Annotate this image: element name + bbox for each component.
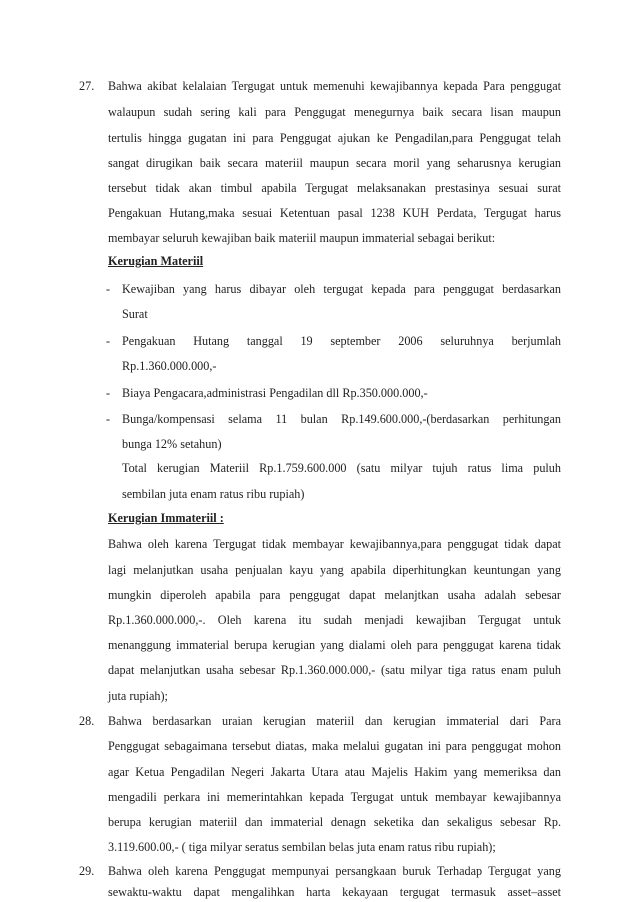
item-number-28: 28. bbox=[79, 714, 95, 728]
paragraph-27-line-5: tersebut tidak akan timbul apabila Tergugat melaksanakan prestasinya sesuai surat bbox=[108, 181, 561, 195]
paragraph-29-line-2: sewaktu-waktu dapat mengalihkan harta kekayaan tergugat termasuk asset–asset bbox=[108, 885, 561, 899]
materiil-item-2-line-2: Rp.1.360.000.000,- bbox=[122, 359, 217, 373]
materiil-item-2-line-1: Pengakuan Hutang tanggal 19 september 2006 seluruhnya berjumlah bbox=[122, 334, 561, 348]
paragraph-27-line-7: membayar seluruh kewajiban baik materiil maupun immaterial sebagai berikut: bbox=[108, 231, 496, 245]
paragraph-27-line-3: tertulis hingga gugatan ini para Penggugat ajukan ke Pengadilan,para Penggugat telah bbox=[108, 131, 561, 145]
bullet-dash-3: - bbox=[106, 386, 111, 400]
materiil-item-1-line-1: Kewajiban yang harus dibayar oleh tergugat kepada para penggugat berdasarkan bbox=[122, 282, 561, 296]
paragraph-28-line-6: 3.119.600.00,- ( tiga milyar seratus sembilan belas juta enam ratus ribu rupiah); bbox=[108, 840, 496, 854]
paragraph-28-line-5: berupa kerugian materiil dan immaterial denagn seketika dan sekaligus sebesar Rp. bbox=[108, 815, 561, 829]
immateriil-line-2: lagi melanjutkan usaha penjualan kayu yang apabila diperhitungkan keuntungan yang bbox=[108, 563, 561, 577]
immateriil-line-6: dapat melanjutkan usaha sebesar Rp.1.360.000.000,- (satu milyar tiga ratus enam puluh bbox=[108, 663, 561, 677]
heading-kerugian-immateriil: Kerugian Immateriil : bbox=[108, 511, 224, 525]
paragraph-29-line-1: Bahwa oleh karena Penggugat mempunyai persangkaan buruk Terhadap Tergugat yang bbox=[108, 864, 561, 878]
materiil-total-line-1: Total kerugian Materiil Rp.1.759.600.000 (satu milyar tujuh ratus lima puluh bbox=[122, 461, 561, 475]
materiil-item-3: Biaya Pengacara,administrasi Pengadilan dll Rp.350.000.000,- bbox=[122, 386, 428, 400]
materiil-item-1-line-2: Surat bbox=[122, 307, 148, 321]
heading-kerugian-materiil: Kerugian Materiil bbox=[108, 254, 204, 268]
item-number-29: 29. bbox=[79, 864, 95, 878]
paragraph-27-line-4: sangat dirugikan baik secara materiil maupun secara moril yang seharusnya kerugian bbox=[108, 156, 561, 170]
materiil-item-4-line-2: bunga 12% setahun) bbox=[122, 437, 222, 451]
paragraph-27-line-6: Pengakuan Hutang,maka sesuai Ketentuan pasal 1238 KUH Perdata, Tergugat harus bbox=[108, 206, 561, 220]
materiil-total-line-2: sembilan juta enam ratus ribu rupiah) bbox=[122, 487, 305, 501]
bullet-dash-1: - bbox=[106, 282, 111, 296]
paragraph-28-line-2: Penggugat sebagaimana tersebut diatas, maka melalui gugatan ini para penggugat mohon bbox=[108, 739, 561, 753]
paragraph-28-line-4: mengadili perkara ini memerintahkan kepada Tergugat untuk membayar kewajibannya bbox=[108, 790, 561, 804]
paragraph-28-line-3: agar Ketua Pengadilan Negeri Jakarta Utara atau Majelis Hakim yang memeriksa dan bbox=[108, 765, 561, 779]
item-number-27: 27. bbox=[79, 79, 95, 93]
immateriil-line-7: juta rupiah); bbox=[108, 689, 168, 703]
immateriil-line-5: menanggung immaterial berupa kerugian yang dialami oleh para penggugat karena tidak bbox=[108, 638, 561, 652]
paragraph-28-line-1: Bahwa berdasarkan uraian kerugian materiil dan kerugian immaterial dari Para bbox=[108, 714, 561, 728]
paragraph-27-line-2: walaupun sudah sering kali para Penggugat menegurnya baik secara lisan maupun bbox=[108, 105, 561, 119]
immateriil-line-1: Bahwa oleh karena Tergugat tidak membayar kewajibannya,para penggugat tidak dapat bbox=[108, 537, 561, 551]
paragraph-27-line-1: Bahwa akibat kelalaian Tergugat untuk memenuhi kewajibannya kepada Para penggugat bbox=[108, 79, 561, 93]
bullet-dash-4: - bbox=[106, 412, 111, 426]
bullet-dash-2: - bbox=[106, 334, 111, 348]
immateriil-line-4: Rp.1.360.000.000,-. Oleh karena itu sudah menjadi kewajiban Tergugat untuk bbox=[108, 613, 561, 627]
materiil-item-4-line-1: Bunga/kompensasi selama 11 bulan Rp.149.600.000,-(berdasarkan perhitungan bbox=[122, 412, 561, 426]
immateriil-line-3: mungkin diperoleh apabila para penggugat dapat melanjtkan usaha adalah sebesar bbox=[108, 588, 561, 602]
